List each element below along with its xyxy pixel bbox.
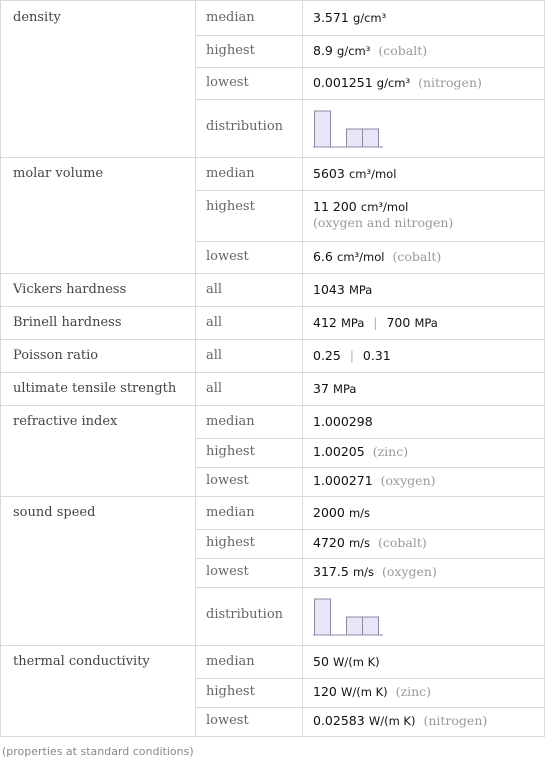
value-cell: [303, 1, 545, 36]
histogram-bar: [315, 599, 331, 635]
histogram-bar: [363, 129, 379, 147]
value-cell: [303, 439, 545, 468]
value: 0.25: [313, 348, 341, 363]
value: 37: [313, 381, 329, 396]
value: 700: [386, 315, 411, 330]
property-label: Poisson ratio: [1, 340, 196, 373]
value: 317.5: [313, 564, 349, 579]
value-note: (nitrogen): [418, 75, 482, 90]
stat-label: median: [196, 646, 303, 679]
value: 120: [313, 684, 337, 699]
stat-label: all: [196, 340, 303, 373]
table-row: [1, 406, 545, 439]
stat-label: highest: [196, 439, 303, 468]
table-row: [1, 274, 545, 307]
value-cell: [303, 100, 545, 158]
unit: m/s: [348, 536, 371, 550]
table-row: [1, 646, 545, 679]
stat-label: lowest: [196, 708, 303, 737]
value-cell: [303, 679, 545, 708]
value: 3.571: [313, 10, 349, 25]
value: 1.000298: [313, 414, 373, 429]
stat-label: distribution: [196, 588, 303, 646]
stat-label: median: [196, 497, 303, 530]
value: 6.6: [313, 249, 333, 264]
unit: MPa: [341, 316, 365, 330]
stat-label: all: [196, 307, 303, 340]
unit: cm³/mol: [360, 200, 409, 214]
unit: W/(m K): [368, 714, 416, 728]
density-distribution-histogram: [313, 109, 383, 149]
value-note: (zinc): [372, 444, 409, 459]
unit: W/(m K): [341, 685, 388, 699]
property-label: refractive index: [1, 406, 196, 497]
value: 0.02583: [313, 713, 365, 728]
value-note: (cobalt): [378, 535, 427, 550]
value: 5603: [313, 166, 345, 181]
value-cell: [303, 588, 545, 646]
table-row: [1, 307, 545, 340]
value-separator: |: [349, 349, 354, 363]
value-cell: [303, 242, 545, 274]
property-label: ultimate tensile strength: [1, 373, 196, 406]
stat-label: distribution: [196, 100, 303, 158]
value-note: (cobalt): [378, 43, 428, 58]
unit: cm³/mol: [348, 167, 397, 181]
value: 412: [313, 315, 337, 330]
value: 1043: [313, 282, 345, 297]
value-separator: |: [373, 316, 378, 330]
value-cell: [303, 191, 545, 242]
table-row: [1, 158, 545, 191]
histogram-bar: [315, 111, 331, 147]
footnote: (properties at standard conditions): [2, 745, 194, 758]
sound-speed-distribution-histogram: [313, 597, 383, 637]
value-cell: [303, 530, 545, 559]
value: 0.001251: [313, 75, 373, 90]
property-label: molar volume: [1, 158, 196, 274]
unit: MPa: [348, 283, 373, 297]
property-label: Brinell hardness: [1, 307, 196, 340]
unit: m/s: [348, 506, 371, 520]
value: 11 200: [313, 199, 357, 214]
value: 0.31: [362, 348, 391, 363]
stat-label: highest: [196, 679, 303, 708]
value-cell: [303, 406, 545, 439]
value-cell: [303, 36, 545, 68]
value: 2000: [313, 505, 345, 520]
value-cell: [303, 307, 545, 340]
table-row: [1, 373, 545, 406]
unit: MPa: [333, 382, 357, 396]
stat-label: lowest: [196, 559, 303, 588]
unit: W/(m K): [333, 655, 380, 669]
stat-label: lowest: [196, 468, 303, 497]
histogram-bar: [347, 617, 363, 635]
value-note: (nitrogen): [423, 713, 488, 728]
value-cell: [303, 340, 545, 373]
unit: m/s: [352, 565, 375, 579]
stat-label: highest: [196, 191, 303, 242]
value-cell: [303, 497, 545, 530]
stat-label: highest: [196, 530, 303, 559]
value-cell: [303, 468, 545, 497]
stat-label: all: [196, 274, 303, 307]
stat-label: median: [196, 158, 303, 191]
value-cell: [303, 646, 545, 679]
stat-label: median: [196, 1, 303, 36]
value-note: (cobalt): [392, 249, 442, 264]
value-note: (oxygen and nitrogen): [313, 215, 454, 230]
property-label: thermal conductivity: [1, 646, 196, 737]
unit: MPa: [414, 316, 438, 330]
property-label: density: [1, 1, 196, 158]
stat-label: lowest: [196, 68, 303, 100]
table-row: [1, 497, 545, 530]
value: 1.00205: [313, 444, 365, 459]
stat-label: highest: [196, 36, 303, 68]
value-note: (zinc): [395, 684, 432, 699]
table-row: [1, 1, 545, 36]
unit: g/cm³: [352, 11, 387, 25]
value-cell: [303, 708, 545, 737]
stat-label: median: [196, 406, 303, 439]
stat-label: all: [196, 373, 303, 406]
histogram-bar: [347, 129, 363, 147]
value-cell: [303, 274, 545, 307]
value-cell: [303, 559, 545, 588]
unit: g/cm³: [337, 44, 371, 58]
value-note: (oxygen): [380, 473, 436, 488]
value-cell: [303, 158, 545, 191]
value: 4720: [313, 535, 345, 550]
unit: g/cm³: [376, 76, 411, 90]
property-label: sound speed: [1, 497, 196, 646]
value-note: (oxygen): [382, 564, 437, 579]
property-label: Vickers hardness: [1, 274, 196, 307]
unit: cm³/mol: [337, 250, 385, 264]
value-cell: [303, 68, 545, 100]
value-cell: [303, 373, 545, 406]
value: 50: [313, 654, 329, 669]
value: 1.000271: [313, 473, 373, 488]
value: 8.9: [313, 43, 333, 58]
table-row: [1, 340, 545, 373]
stat-label: lowest: [196, 242, 303, 274]
histogram-bar: [363, 617, 379, 635]
